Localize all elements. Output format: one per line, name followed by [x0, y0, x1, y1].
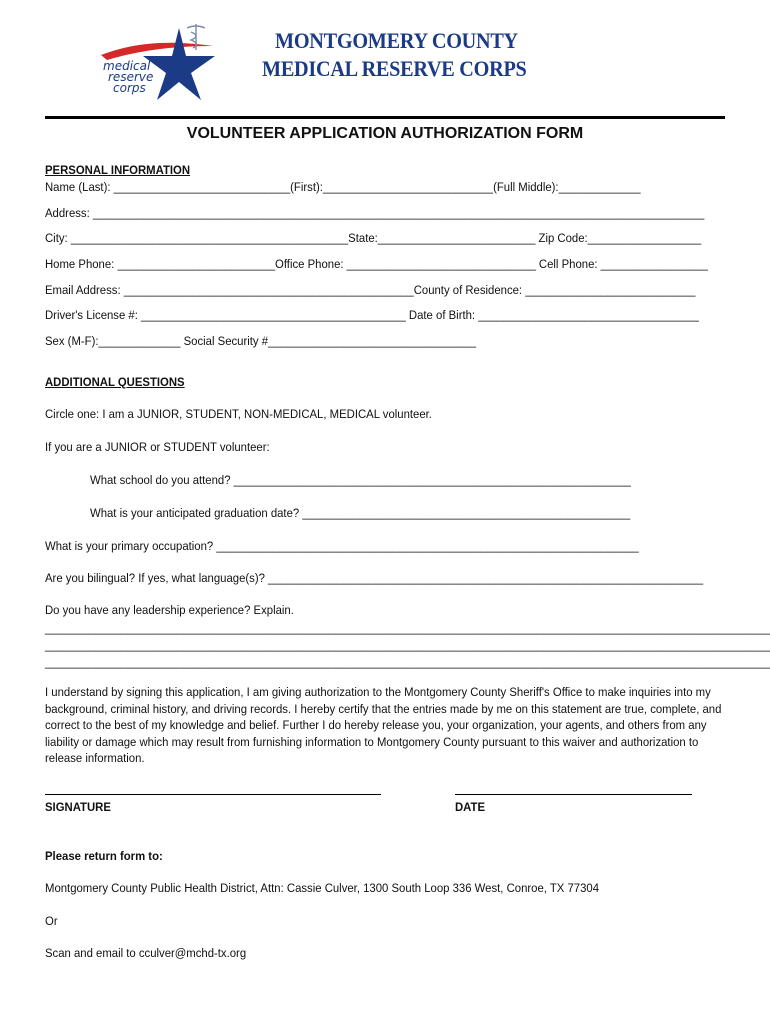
- date-line[interactable]: [455, 794, 692, 795]
- star-icon: [143, 28, 215, 100]
- org-title-line1: MONTGOMERY COUNTY: [275, 28, 518, 53]
- junior-student-note: If you are a JUNIOR or STUDENT volunteer:: [45, 440, 270, 454]
- name-fields[interactable]: Name (Last): ____________________________(First):___________________________(Full Middle):_____________: [45, 180, 641, 194]
- svg-text:medical: medical: [103, 59, 151, 73]
- svg-text:reserve: reserve: [108, 70, 154, 84]
- city-state-zip-fields[interactable]: City: ____________________________________________State:_________________________ Zip Code:__________________: [45, 231, 702, 245]
- sex-ssn-fields[interactable]: Sex (M-F):_____________ Social Security #_________________________________: [45, 334, 477, 348]
- occupation-question[interactable]: What is your primary occupation? ___________________________________________________________________: [45, 539, 639, 553]
- graduation-question[interactable]: What is your anticipated graduation date? ____________________________________________________: [90, 506, 631, 520]
- leadership-answer-line[interactable]: ___________________________________________________________________________________________________________________: [45, 638, 770, 652]
- return-heading: Please return form to:: [45, 849, 163, 863]
- return-address: Montgomery County Public Health District, Attn: Cassie Culver, 1300 South Loop 336 West, Conroe, TX 77304: [45, 881, 600, 895]
- email-county-fields[interactable]: Email Address: ______________________________________________County of Residence: ___________________________: [45, 283, 696, 297]
- address-field[interactable]: Address: _________________________________________________________________________________________________: [45, 206, 705, 220]
- date-label: DATE: [455, 800, 486, 814]
- additional-questions-heading: ADDITIONAL QUESTIONS: [45, 375, 185, 389]
- leadership-answer-line[interactable]: ___________________________________________________________________________________________________________________: [45, 621, 770, 635]
- or-text: Or: [45, 914, 58, 928]
- form-title: VOLUNTEER APPLICATION AUTHORIZATION FORM: [186, 125, 584, 142]
- signature-line[interactable]: [45, 794, 381, 795]
- personal-info-heading: PERSONAL INFORMATION: [45, 163, 191, 177]
- license-dob-fields[interactable]: Driver's License #: __________________________________________ Date of Birth: ___________________________________: [45, 308, 699, 322]
- leadership-answer-line[interactable]: ___________________________________________________________________________________________________________________: [45, 655, 770, 669]
- mrc-logo: [95, 20, 220, 102]
- org-title-line2: MEDICAL RESERVE CORPS: [262, 56, 527, 81]
- email-instructions: Scan and email to cculver@mchd-tx.org: [45, 946, 247, 960]
- svg-text:corps: corps: [113, 81, 146, 95]
- header-divider: [45, 116, 725, 119]
- volunteer-type-question[interactable]: Circle one: I am a JUNIOR, STUDENT, NON-MEDICAL, MEDICAL volunteer.: [45, 407, 432, 421]
- phone-fields[interactable]: Home Phone: _________________________Office Phone: ______________________________ Cell Phone: _________________: [45, 257, 708, 271]
- signature-label: SIGNATURE: [45, 800, 111, 814]
- bilingual-question[interactable]: Are you bilingual? If yes, what language(s)? _____________________________________________________________________: [45, 571, 704, 585]
- leadership-question: Do you have any leadership experience? Explain.: [45, 603, 294, 617]
- authorization-statement: I understand by signing this application, I am giving authorization to the Montgomery County Sheriff's Office to make inquiries into my background, criminal history, and driving records. I hereby certify that the entries made by me on this statement are true, complete, and correct to the best of my knowledge and belief. Further I do hereby release you, your organization, your agents, and others from any liability or damage which may result from furnishing information to Montgomery County pursuant to this waiver and authorization to release information.: [45, 685, 722, 766]
- school-question[interactable]: What school do you attend? _______________________________________________________________: [90, 473, 631, 487]
